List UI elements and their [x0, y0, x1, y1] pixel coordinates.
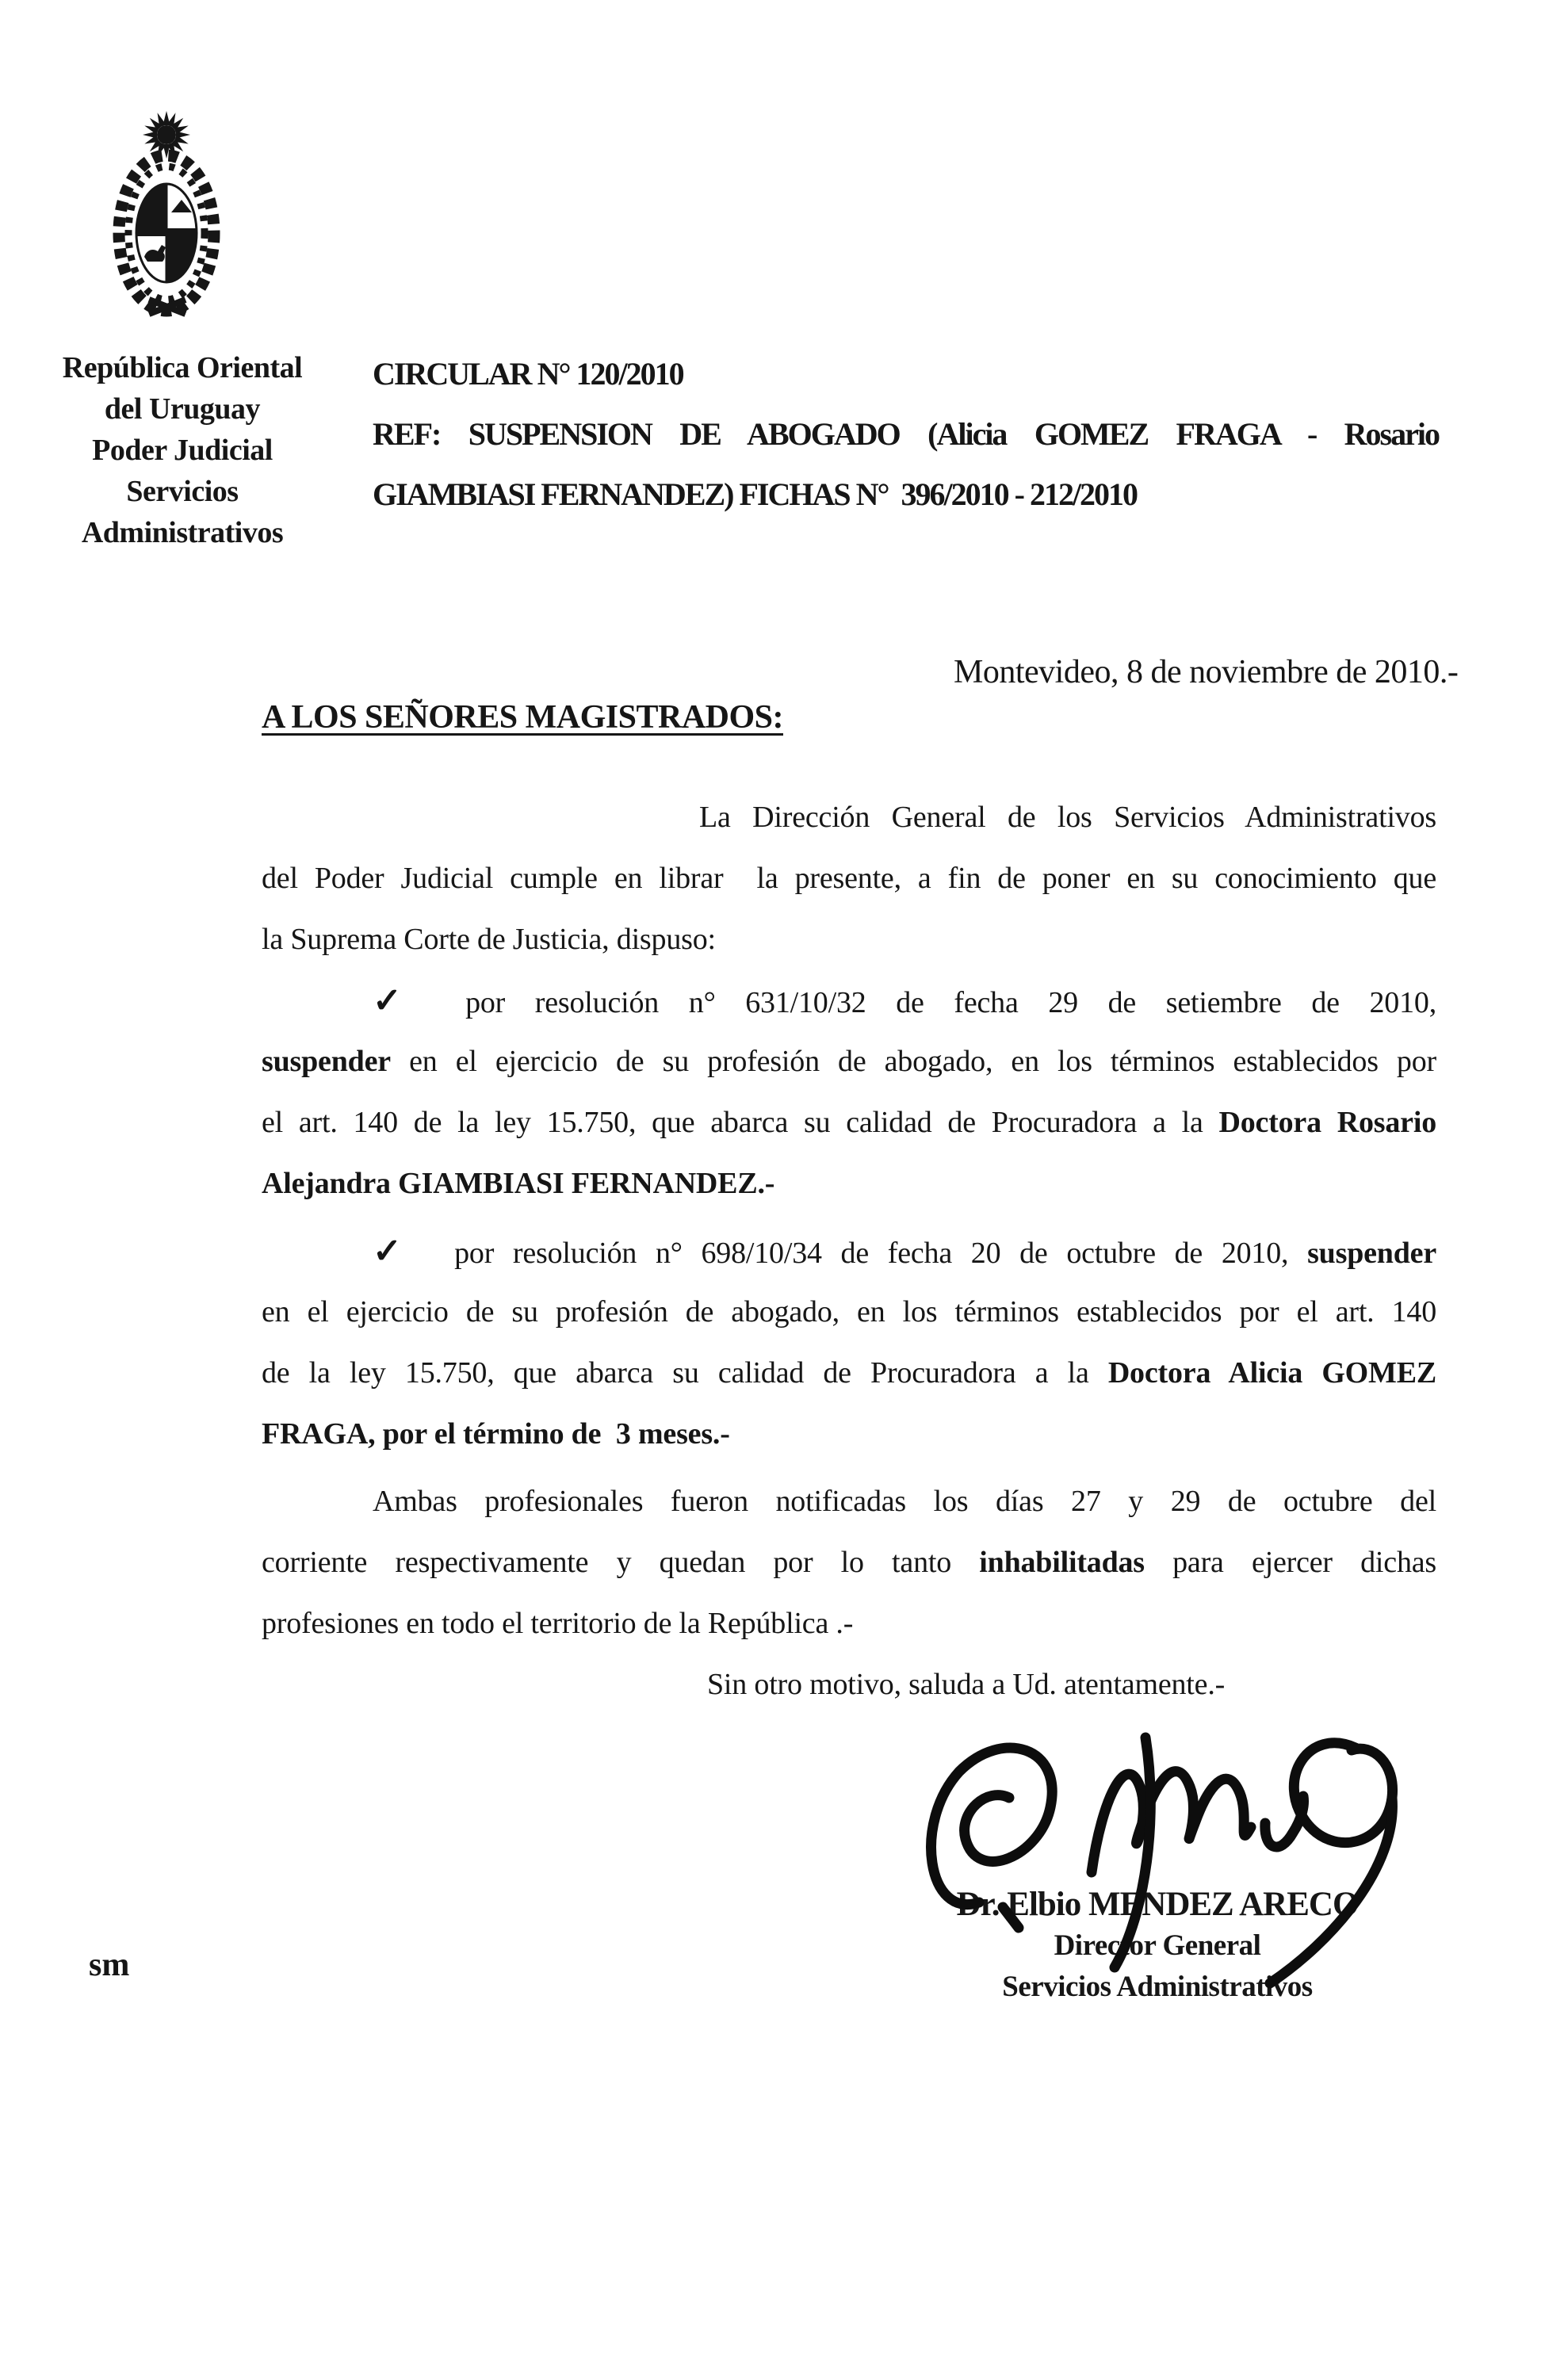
circular-number: CIRCULAR N° 120/2010 — [373, 356, 683, 392]
letterhead-line-1: República Oriental — [62, 351, 303, 384]
text-line — [262, 1153, 1436, 1214]
text-line — [262, 1471, 1436, 1532]
letterhead-line-3: Poder Judicial — [92, 434, 273, 467]
document-body — [262, 787, 1436, 1715]
signer-name: Dr. Elbio MENDEZ ARECO — [956, 1886, 1359, 1923]
checkmark-icon: ✓ — [373, 1232, 414, 1271]
body-text: por resolución n° 698/10/34 de fecha 20 de octubre de 2010, — [454, 1237, 1308, 1270]
body-text: corriente respectivamente y quedan por lo tanto — [262, 1546, 980, 1579]
text-line — [262, 1282, 1436, 1343]
text-line — [262, 1221, 1436, 1282]
body-text: Ambas profesionales fueron notificadas los días 27 y 29 de octubre del — [373, 1485, 1436, 1518]
letterhead-line-5: Administrativos — [81, 516, 284, 549]
handwritten-signature-icon — [884, 1704, 1431, 2013]
body-text: del Poder Judicial cumple en librar la presente, a fin de poner en su conocimiento que — [262, 862, 1436, 895]
body-text: la Suprema Corte de Justicia, dispuso: — [262, 923, 716, 956]
uruguay-coat-of-arms-icon — [103, 100, 230, 322]
body-text: de la ley 15.750, que abarca su calidad de Procuradora a la — [262, 1356, 1108, 1390]
body-text: Sin otro motivo, saluda a Ud. atentamente.- — [707, 1668, 1226, 1701]
signer-title-2: Servicios Administrativos — [1002, 1971, 1313, 2003]
text-line — [262, 1092, 1436, 1153]
paragraph — [262, 970, 1436, 1214]
paragraph — [262, 787, 1436, 970]
reference-line-2: GIAMBIASI FERNANDEZ) FICHAS N° 396/2010 - 212/2010 — [373, 476, 1138, 512]
signer-title-1: Director General — [1054, 1929, 1261, 1962]
paragraph — [262, 1221, 1436, 1465]
text-line — [262, 1404, 1436, 1465]
body-text: por resolución n° 631/10/32 de fecha 29 de setiembre de 2010, — [465, 986, 1437, 1019]
paragraph — [262, 1471, 1436, 1654]
text-line — [262, 1593, 1436, 1654]
emphasized-text: Doctora Alicia GOMEZ — [1107, 1356, 1436, 1390]
emphasized-text: FRAGA, por el término de 3 meses.- — [262, 1417, 730, 1451]
emphasized-text: suspender — [1307, 1237, 1436, 1270]
body-text: para ejercer dichas — [1144, 1546, 1436, 1579]
text-line — [262, 1532, 1436, 1593]
text-line — [262, 1343, 1436, 1404]
letterhead — [29, 347, 336, 553]
body-text: en el ejercicio de su profesión de abogado, en los términos establecidos por el art. 140 — [262, 1295, 1436, 1329]
emphasized-text: Alejandra GIAMBIASI FERNANDEZ.- — [262, 1167, 775, 1200]
date-line: Montevideo, 8 de noviembre de 2010.- — [954, 654, 1459, 690]
circular-header — [373, 344, 1439, 525]
reference-line-1: REF: SUSPENSION DE ABOGADO (Alicia GOMEZ FRAGA - Rosario — [373, 416, 1439, 452]
letterhead-line-2: del Uruguay — [104, 392, 261, 426]
salutation: A LOS SEÑORES MAGISTRADOS: — [262, 699, 783, 736]
typist-initials: sm — [89, 1947, 130, 1983]
body-text: el art. 140 de la ley 15.750, que abarca su calidad de Procuradora a la — [262, 1106, 1219, 1139]
body-text: en el ejercicio de su profesión de abogado, en los términos establecidos por — [390, 1045, 1436, 1078]
text-line — [262, 848, 1436, 909]
text-line — [262, 787, 1436, 848]
body-text: profesiones en todo el territorio de la República .- — [262, 1607, 854, 1640]
body-text: La Dirección General de los Servicios Administrativos — [699, 801, 1436, 834]
letterhead-line-4: Servicios — [126, 475, 239, 508]
emphasized-text: suspender — [262, 1045, 391, 1078]
emphasized-text: inhabilitadas — [979, 1546, 1145, 1579]
text-line — [262, 970, 1436, 1031]
checkmark-icon: ✓ — [373, 981, 425, 1020]
text-line — [262, 1031, 1436, 1092]
text-line — [262, 909, 1436, 970]
emphasized-text: Doctora Rosario — [1218, 1106, 1437, 1139]
